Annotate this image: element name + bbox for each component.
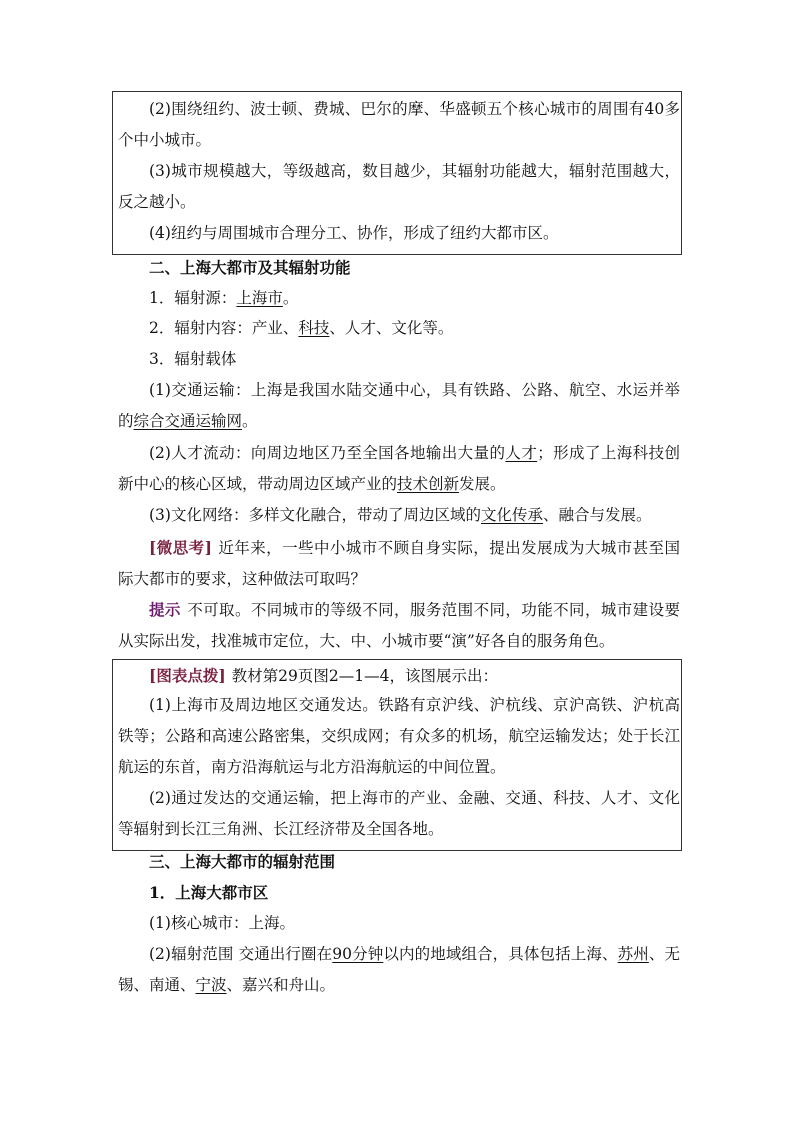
item1-suffix: 。 (282, 289, 299, 307)
sub3-prefix: (3)文化网络：多样文化融合，带动了周边区域的 (149, 506, 481, 524)
sub3-suffix: 、融合与发展。 (542, 506, 652, 524)
figure-tag: [图表点拨] (149, 666, 226, 685)
sub1-prefix: (1)交通运输：上海是我国水陆交通中心，具有铁路、公路、航空、水运并举的 (118, 381, 680, 430)
blank-answer: 人才 (505, 444, 538, 462)
blank-answer: 技术创新 (397, 475, 460, 493)
think-tag: [微思考] (149, 538, 212, 557)
s3sub2-mid: 以内的地域组合，具体包括上海、 (383, 945, 618, 963)
section3-item1: 1．上海大都市区 (149, 883, 269, 902)
blank-answer: 上海市 (236, 289, 283, 307)
blank-answer: 苏州 (617, 945, 649, 963)
box2-paragraph-2: (2)通过发达的交通运输，把上海市的产业、金融、交通、科技、人才、文化等辐射到长江三角洲、长江经济带及全国各地。 (118, 789, 680, 838)
think-question-text: 近年来，一些中小城市不顾自身实际，提出发展成为大城市甚至国际大都市的要求，这种做法可取吗？ (118, 539, 680, 588)
blank-answer: 综合交通运输网 (133, 412, 243, 430)
item1-prefix: 1．辐射源： (149, 289, 237, 307)
item2-suffix: 、人才、文化等。 (329, 319, 454, 337)
section2-item2 (118, 313, 680, 344)
sub2-prefix: (2)人才流动：向周边地区乃至全国各地输出大量的 (149, 444, 506, 462)
box1-paragraph-3: (4)纽约与周围城市合理分工、协作，形成了纽约大都市区。 (149, 224, 559, 242)
item2-prefix: 2．辐射内容：产业、 (149, 319, 299, 337)
s3sub2-prefix: (2)辐射范围 交通出行圈在 (149, 945, 333, 963)
section2-sub3 (118, 500, 680, 531)
s3sub2-mid2: 、无锡、南通、 (118, 945, 680, 994)
sub2-mid: ；形成了上海科技创新中心的核心区域，带动周边区域产业的 (118, 444, 680, 493)
sub2-suffix: 发展。 (459, 475, 506, 493)
blank-answer: 科技 (298, 319, 330, 337)
figure-intro-text: 教材第29页图2—1—4，该图展示出： (231, 667, 498, 685)
section2-item1 (118, 283, 680, 314)
s3sub2-suffix: 、嘉兴和舟山。 (226, 976, 336, 994)
section3-sub2 (118, 939, 680, 1001)
box2-intro (118, 660, 680, 692)
blank-answer: 文化传承 (480, 506, 543, 524)
section3-sub1: (1)核心城市：上海。 (149, 914, 295, 932)
section2-sub2 (118, 438, 680, 500)
sub1-suffix: 。 (242, 412, 258, 430)
blank-answer: 90分钟 (332, 945, 384, 963)
think-hint (118, 594, 680, 657)
think-question (118, 532, 680, 595)
box1-paragraph-2: (3)城市规模越大，等级越高，数目越少，其辐射功能越大，辐射范围越大，反之越小。 (118, 162, 680, 211)
blank-answer: 宁波 (195, 976, 227, 994)
section2-sub1 (118, 375, 680, 437)
box2-paragraph-1: (1)上海市及周边地区交通发达。铁路有京沪线、沪杭线、京沪高铁、沪杭高铁等；公路和高速公路密集，交织成网；有众多的机场，航空运输发达；处于长江航运的东首，南方沿海航运与北方沿海航运的中间位置。 (118, 696, 680, 776)
section2-heading: 二、上海大都市及其辐射功能 (149, 258, 351, 277)
hint-tag: 提示 (149, 600, 181, 619)
section3-heading: 三、上海大都市的辐射范围 (149, 852, 336, 871)
hint-text: 不可取。不同城市的等级不同，服务范围不同，功能不同，城市建设要从实际出发，找准城市定位，大、中、小城市要“演”好各自的服务角色。 (118, 601, 680, 650)
section2-item3: 3．辐射载体 (149, 350, 237, 368)
box1-paragraph-1: (2)围绕纽约、波士顿、费城、巴尔的摩、华盛顿五个核心城市的周围有40多个中小城市。 (118, 100, 680, 149)
